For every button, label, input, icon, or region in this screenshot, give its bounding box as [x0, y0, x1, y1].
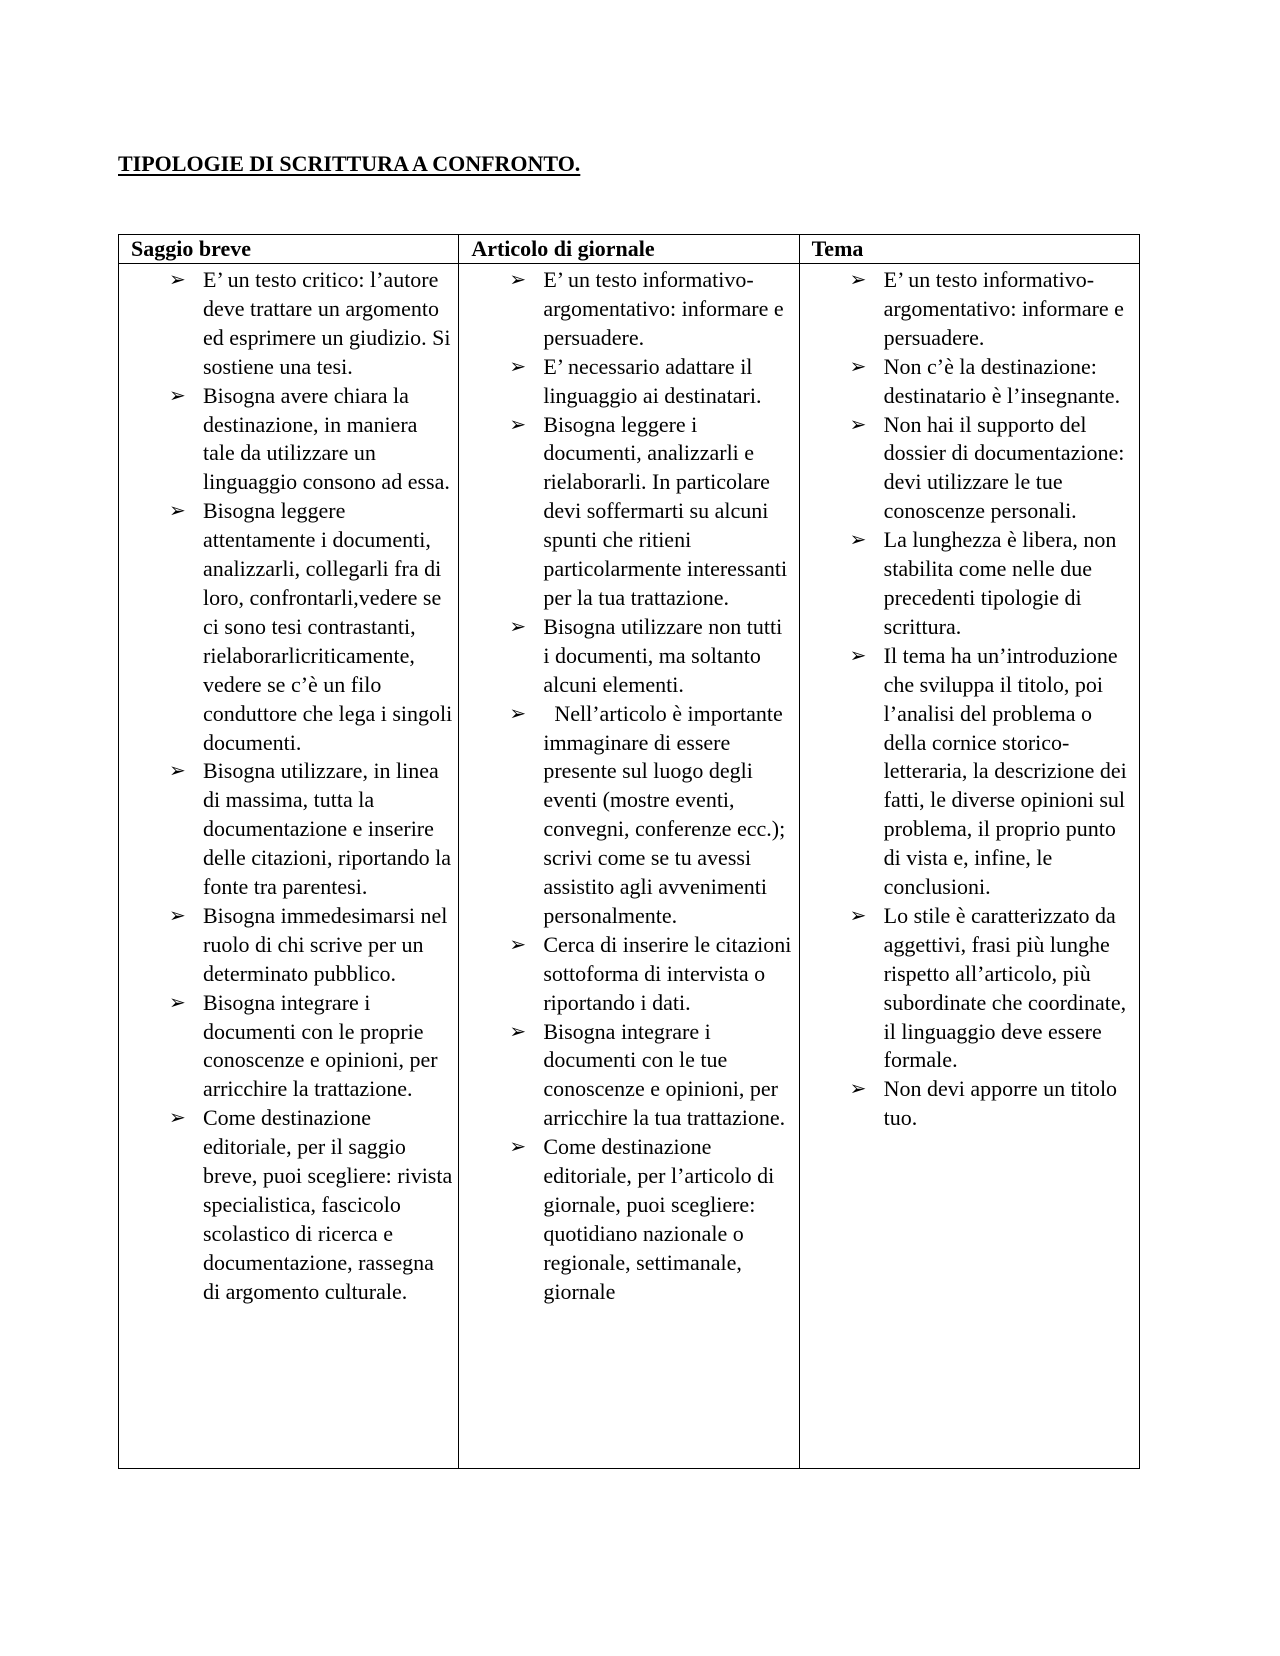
list-item — [119, 902, 452, 989]
list-item — [459, 1133, 792, 1306]
arrow-bullet-icon: ➢ — [169, 269, 186, 291]
arrow-bullet-icon: ➢ — [849, 644, 867, 667]
list-item — [459, 613, 792, 700]
bullet-list — [459, 264, 798, 1307]
arrow-bullet-icon: ➢ — [169, 500, 186, 523]
page-title: TIPOLOGIE DI SCRITTURA A CONFRONTO. — [118, 151, 581, 176]
list-item-text: Come destinazione editoriale, per il saggio breve, puoi scegliere: rivista specialistica, fascicolo scolastico di ricerca e documentazione, rassegna di argomento culturale. — [203, 1105, 458, 1304]
table-row — [119, 264, 1140, 1469]
list-item-text: Bisogna leggere i documenti, analizzarli e rielaborarli. In particolare devi soffermarti su alcuni spunti che ritieni particolarmente interessanti per la tua trattazione. — [543, 411, 793, 610]
arrow-bullet-icon: ➢ — [169, 1107, 186, 1130]
arrow-bullet-icon: ➢ — [849, 413, 867, 436]
arrow-bullet-icon: ➢ — [849, 269, 867, 291]
arrow-bullet-icon: ➢ — [509, 355, 527, 378]
list-item — [459, 931, 797, 1018]
list-item — [119, 497, 458, 757]
list-item-text: Bisogna immedesimarsi nel ruolo di chi scrive per un determinato pubblico. — [203, 902, 453, 986]
list-item-text: La lunghezza è libera, non stabilita come nelle due precedenti tipologie di scrittura. — [883, 527, 1122, 639]
list-item — [459, 266, 792, 353]
arrow-bullet-icon: ➢ — [849, 1078, 867, 1101]
list-item-text: Bisogna utilizzare non tutti i documenti, ma soltanto alcuni elementi. — [543, 613, 788, 697]
list-item-text: Bisogna integrare i documenti con le proprie conoscenze e opinioni, per arricchire la trattazione. — [203, 989, 444, 1102]
list-item-text: Bisogna utilizzare, in linea di massima, tutta la documentazione e inserire delle citazioni, riportando la fonte tra parentesi. — [203, 758, 457, 900]
list-item-text: Il tema ha un’introduzione che sviluppa il titolo, poi l’analisi del problema o della cornice storico-letteraria, la descrizione dei fatti, le diverse opinioni sul problema, il proprio punto di vista e, infine, le conclusioni. — [883, 642, 1133, 900]
arrow-bullet-icon: ➢ — [169, 384, 186, 407]
column-articolo-di-giornale — [459, 264, 799, 1469]
arrow-bullet-icon: ➢ — [509, 702, 527, 725]
list-item-text: Non c’è la destinazione: destinatario è l’insegnante. — [883, 353, 1121, 408]
list-item — [119, 382, 452, 498]
list-item-text: E’ un testo critico: l’autore deve trattare un argomento ed esprimere un giudizio. Si sostiene una tesi. — [203, 267, 456, 379]
list-item-text: Non devi apporre un titolo tuo. — [883, 1076, 1123, 1131]
comparison-table — [118, 234, 1140, 1469]
list-item — [459, 353, 792, 411]
list-item — [800, 266, 1133, 353]
list-item — [459, 1018, 792, 1134]
list-item-text: Cerca di inserire le citazioni sottoforma di intervista o riportando i dati. — [543, 931, 797, 1015]
list-item-text: E’ un testo informativo-argomentativo: informare e persuadere. — [883, 267, 1130, 350]
arrow-bullet-icon: ➢ — [849, 904, 867, 927]
list-item — [119, 757, 457, 902]
list-item-text: Bisogna leggere attentamente i documenti, analizzarli, collegarli fra di loro, confrontarli,vedere se ci sono tesi contrastanti, rielaborarlicriticamente, vedere se c’è un filo conduttore che lega i singoli documenti. — [203, 498, 458, 755]
arrow-bullet-icon: ➢ — [509, 1020, 527, 1043]
list-item-text: Nell’articolo è importante immaginare di essere presente sul luogo degli eventi (mostre eventi, convegni, conferenze ecc.); scrivi come se tu avessi assistito agli avvenimenti personalmente. — [543, 700, 791, 928]
list-item — [800, 353, 1133, 411]
list-item-text: Non hai il supporto del dossier di documentazione: devi utilizzare le tue conoscenze personali. — [883, 411, 1130, 524]
list-item — [800, 411, 1133, 527]
list-item — [800, 1075, 1133, 1133]
list-item-text: Come destinazione editoriale, per l’articolo di giornale, puoi scegliere: quotidiano nazionale o regionale, settimanale, giornale — [543, 1134, 780, 1304]
arrow-bullet-icon: ➢ — [169, 760, 186, 783]
bullet-list — [119, 264, 458, 1307]
header-articolo-di-giornale: Articolo di giornale — [459, 235, 799, 264]
arrow-bullet-icon: ➢ — [509, 269, 527, 291]
list-item — [459, 700, 792, 931]
list-item-text: Lo stile è caratterizzato da aggettivi, frasi più lunghe rispetto all’articolo, più subordinate che coordinate, il linguaggio deve essere formale. — [883, 902, 1132, 1073]
header-saggio-breve: Saggio breve — [119, 235, 459, 264]
arrow-bullet-icon: ➢ — [169, 991, 186, 1014]
arrow-bullet-icon: ➢ — [849, 529, 867, 552]
list-item — [800, 902, 1133, 1075]
arrow-bullet-icon: ➢ — [509, 615, 527, 638]
list-item — [119, 1104, 458, 1306]
list-item — [800, 526, 1133, 642]
list-item-text: Bisogna integrare i documenti con le tue conoscenze e opinioni, per arricchire la tua trattazione. — [543, 1018, 786, 1131]
column-saggio-breve — [119, 264, 459, 1469]
bullet-list — [800, 264, 1139, 1133]
list-item — [459, 411, 792, 613]
arrow-bullet-icon: ➢ — [509, 413, 527, 436]
list-item — [119, 266, 456, 382]
column-tema — [799, 264, 1139, 1469]
arrow-bullet-icon: ➢ — [849, 355, 867, 378]
arrow-bullet-icon: ➢ — [509, 933, 527, 956]
header-tema: Tema — [799, 235, 1139, 264]
list-item — [800, 642, 1133, 902]
list-item-text: E’ necessario adattare il linguaggio ai destinatari. — [543, 353, 762, 408]
list-item-text: E’ un testo informativo-argomentativo: informare e persuadere. — [543, 267, 790, 350]
arrow-bullet-icon: ➢ — [509, 1136, 527, 1159]
list-item — [119, 989, 452, 1105]
arrow-bullet-icon: ➢ — [169, 904, 186, 927]
table-header-row — [119, 235, 1140, 264]
list-item-text: Bisogna avere chiara la destinazione, in maniera tale da utilizzare un linguaggio consono ad essa. — [203, 382, 450, 495]
